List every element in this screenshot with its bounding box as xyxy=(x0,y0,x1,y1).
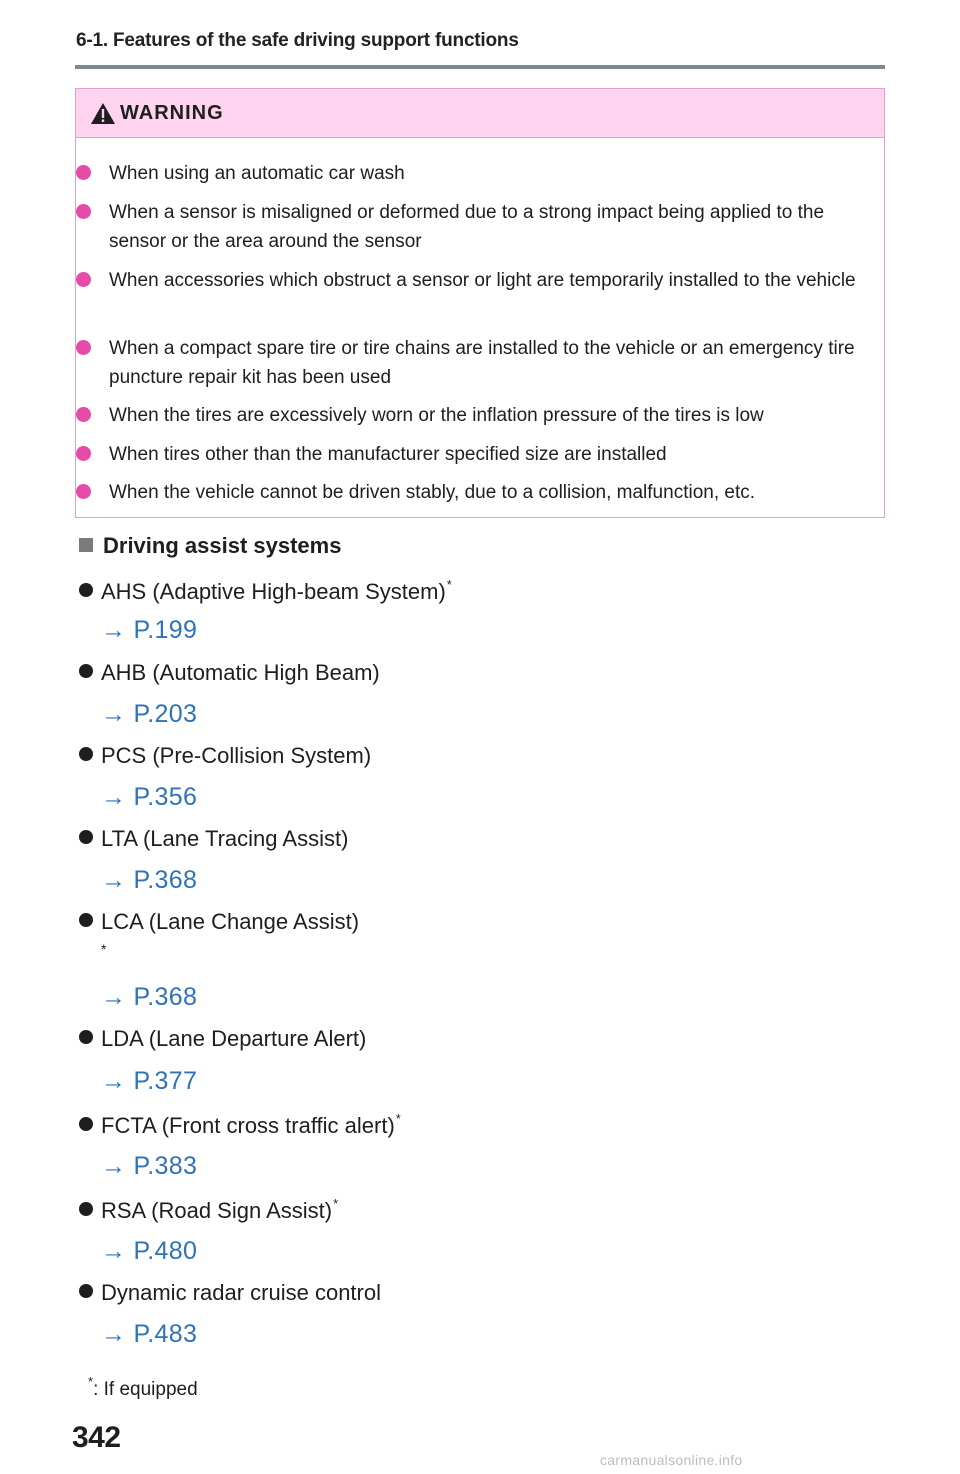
list-item: AHB (Automatic High Beam) xyxy=(79,660,839,686)
page-ref-link[interactable]: → P.199 xyxy=(101,616,198,644)
warning-item: When a compact spare tire or tire chains are installed to the vehicle or an emergency tire puncture repair kit has been used xyxy=(109,334,869,392)
warning-item: When the vehicle cannot be driven stably, due to a collision, malfunction, etc. xyxy=(109,478,869,507)
list-item: Dynamic radar cruise control xyxy=(79,1280,839,1306)
list-item: FCTA (Front cross traffic alert)* xyxy=(79,1111,839,1139)
warning-triangle-icon xyxy=(90,102,116,125)
warning-title: WARNING xyxy=(120,102,224,124)
bullet-icon xyxy=(79,1284,93,1298)
bullet-icon xyxy=(76,204,91,219)
section-heading: Driving assist systems xyxy=(79,533,341,559)
bullet-icon xyxy=(79,664,93,678)
bullet-icon xyxy=(76,272,91,287)
bullet-icon xyxy=(76,165,91,180)
watermark: carmanualsonline.info xyxy=(600,1452,743,1468)
bullet-icon xyxy=(79,830,93,844)
bullet-icon xyxy=(79,1117,93,1131)
list-item: AHS (Adaptive High-beam System)* xyxy=(79,577,839,605)
square-bullet-icon xyxy=(79,538,93,552)
list-item: LDA (Lane Departure Alert) xyxy=(79,1026,839,1052)
page-ref-link[interactable]: → P.368 xyxy=(101,866,198,894)
bullet-icon xyxy=(79,1202,93,1216)
list-item: LTA (Lane Tracing Assist) xyxy=(79,826,839,852)
header-divider xyxy=(75,65,885,69)
page-ref-link[interactable]: → P.377 xyxy=(101,1067,198,1095)
page-number: 342 xyxy=(72,1421,121,1454)
warning-item: When using an automatic car wash xyxy=(109,159,869,188)
page-ref-link[interactable]: → P.383 xyxy=(101,1152,198,1180)
bullet-icon xyxy=(76,446,91,461)
page-ref-link[interactable]: → P.203 xyxy=(101,700,198,728)
bullet-icon xyxy=(79,583,93,597)
list-item: PCS (Pre-Collision System) xyxy=(79,743,839,769)
bullet-icon xyxy=(76,340,91,355)
bullet-icon xyxy=(76,407,91,422)
footnote-marker: * xyxy=(101,941,107,957)
page-ref-link[interactable]: → P.356 xyxy=(101,783,198,811)
list-item: RSA (Road Sign Assist)* xyxy=(79,1196,839,1224)
list-item: LCA (Lane Change Assist) xyxy=(79,909,839,935)
warning-item: When accessories which obstruct a sensor or light are temporarily installed to the vehicle xyxy=(109,266,869,295)
bullet-icon xyxy=(79,747,93,761)
page-ref-link[interactable]: → P.483 xyxy=(101,1320,198,1348)
warning-item: When the tires are excessively worn or the inflation pressure of the tires is low xyxy=(109,401,869,430)
warning-header xyxy=(76,89,884,138)
warning-item: When a sensor is misaligned or deformed due to a strong impact being applied to the sensor or the area around the sensor xyxy=(109,198,869,256)
page-ref-link[interactable]: → P.480 xyxy=(101,1237,198,1265)
bullet-icon xyxy=(79,913,93,927)
warning-box xyxy=(75,88,885,518)
footnote: *: If equipped xyxy=(88,1374,198,1400)
page-header-title: 6-1. Features of the safe driving support functions xyxy=(76,30,519,51)
page-ref-link[interactable]: → P.368 xyxy=(101,983,198,1011)
bullet-icon xyxy=(76,484,91,499)
warning-item: When tires other than the manufacturer specified size are installed xyxy=(109,440,869,469)
bullet-icon xyxy=(79,1030,93,1044)
